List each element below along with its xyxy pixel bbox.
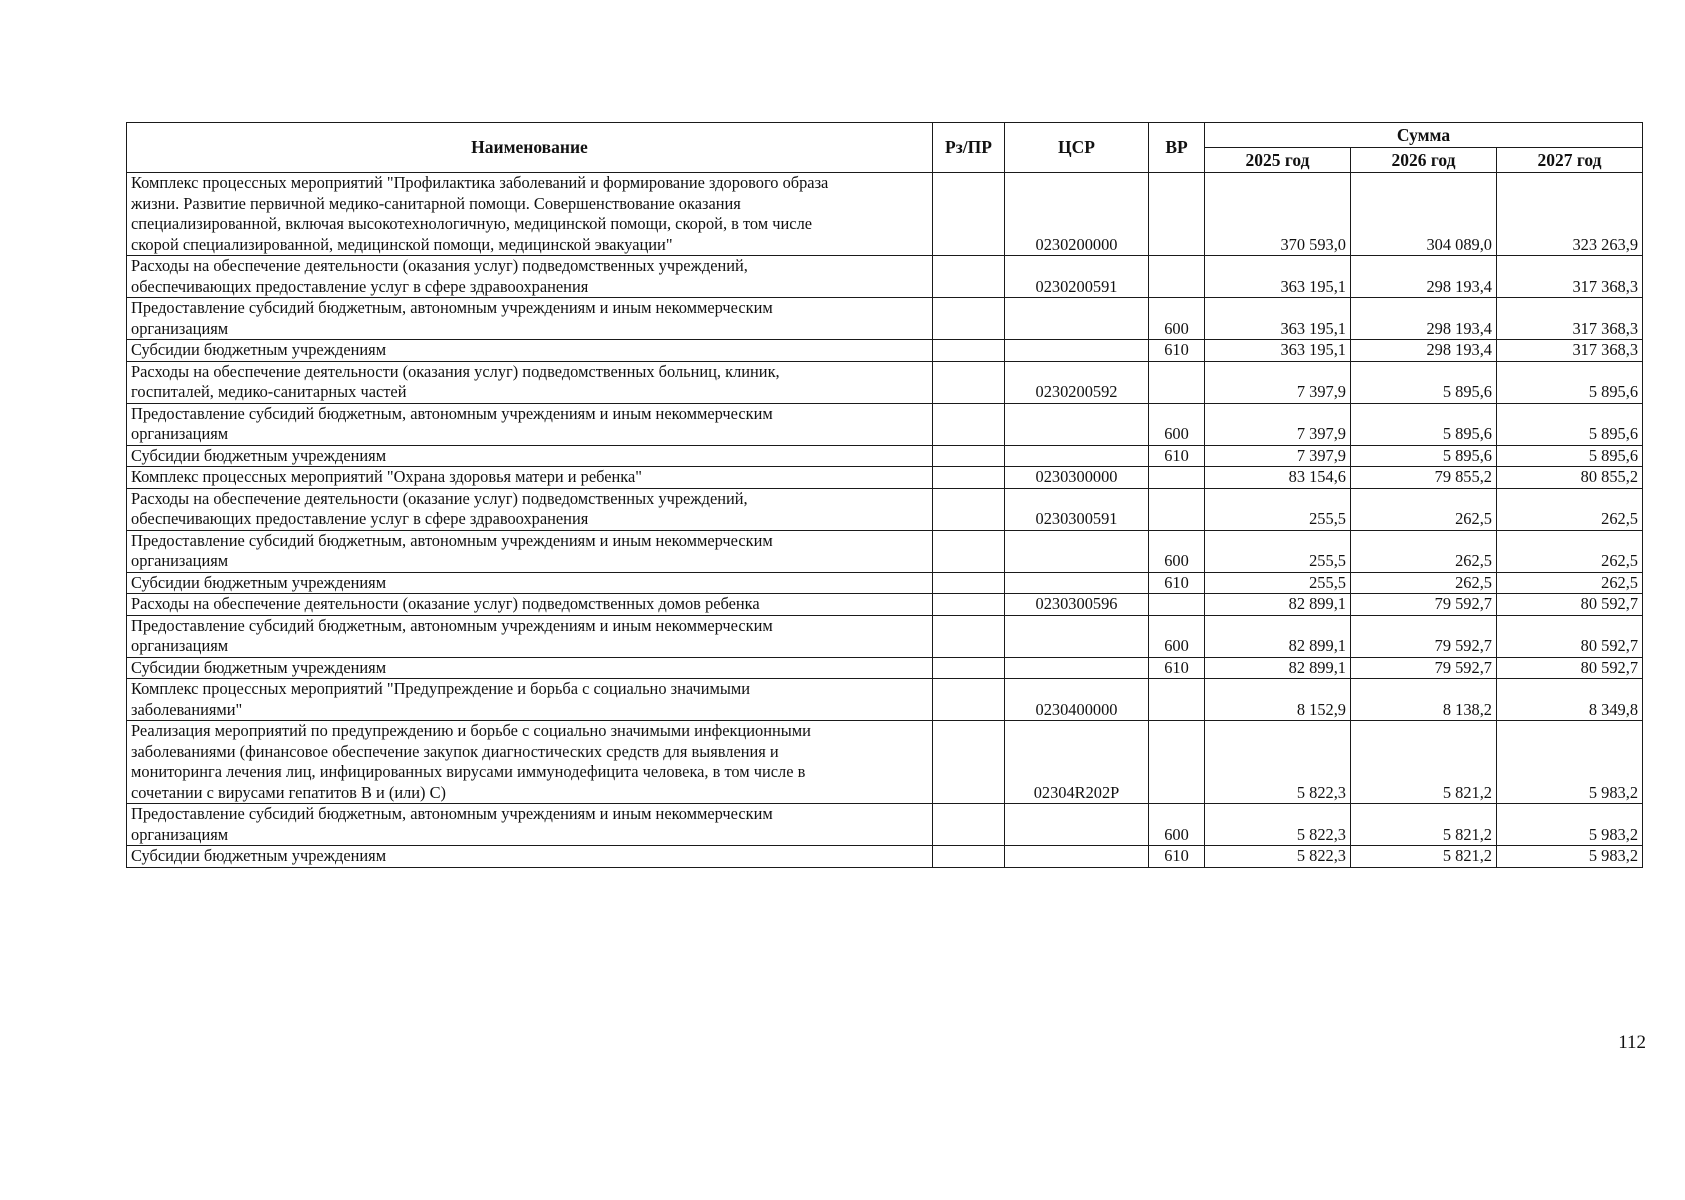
row-name-line: обеспечивающих предоставление услуг в сфере здравоохранения <box>131 509 589 528</box>
row-name-line: госпиталей, медико-санитарных частей <box>131 382 407 401</box>
row-name-line: организациям <box>131 318 229 338</box>
row-sum-2027: 317 368,3 <box>1497 256 1643 298</box>
table-row <box>127 488 1643 530</box>
row-name-line: Расходы на обеспечение деятельности (оказания услуг) подведомственных учреждений, <box>131 256 748 275</box>
row-vr: 600 <box>1149 530 1205 572</box>
row-sum-2026: 5 821,2 <box>1351 804 1497 846</box>
header-year-2025: 2025 год <box>1205 148 1351 173</box>
row-name-line: организациям <box>131 824 229 844</box>
row-name-line: Субсидии бюджетным учреждениям <box>131 445 387 465</box>
row-sum-2027: 5 895,6 <box>1497 361 1643 403</box>
row-csr <box>1005 572 1149 594</box>
header-csr: ЦСР <box>1005 123 1149 173</box>
row-csr: 02304R202P <box>1005 721 1149 804</box>
row-sum-2027: 317 368,3 <box>1497 340 1643 362</box>
row-vr <box>1149 679 1205 721</box>
row-sum-2026: 262,5 <box>1351 488 1497 530</box>
row-sum-2026: 5 895,6 <box>1351 403 1497 445</box>
row-name-line: скорой специализированной, медицинской помощи, медицинской эвакуации" <box>131 234 673 254</box>
row-name <box>127 846 933 868</box>
row-csr <box>1005 804 1149 846</box>
row-rz-pr <box>933 615 1005 657</box>
row-csr: 0230300591 <box>1005 488 1149 530</box>
row-sum-2026: 79 592,7 <box>1351 594 1497 616</box>
row-name <box>127 298 933 340</box>
row-vr <box>1149 173 1205 256</box>
row-sum-2025: 82 899,1 <box>1205 594 1351 616</box>
row-csr: 0230400000 <box>1005 679 1149 721</box>
row-sum-2027: 5 895,6 <box>1497 403 1643 445</box>
row-sum-2027: 8 349,8 <box>1497 679 1643 721</box>
table-row <box>127 804 1643 846</box>
row-vr <box>1149 488 1205 530</box>
row-sum-2025: 5 822,3 <box>1205 804 1351 846</box>
row-sum-2027: 5 895,6 <box>1497 445 1643 467</box>
row-rz-pr <box>933 846 1005 868</box>
row-rz-pr <box>933 445 1005 467</box>
row-name <box>127 594 933 616</box>
row-sum-2025: 7 397,9 <box>1205 445 1351 467</box>
row-name-line: Комплекс процессных мероприятий "Предупреждение и борьба с социально значимыми <box>131 679 751 698</box>
row-rz-pr <box>933 298 1005 340</box>
row-sum-2027: 5 983,2 <box>1497 846 1643 868</box>
row-name <box>127 445 933 467</box>
row-name-line: Реализация мероприятий по предупреждению и борьбе с социально значимыми инфекционными <box>131 721 811 740</box>
row-sum-2025: 363 195,1 <box>1205 298 1351 340</box>
table-row <box>127 846 1643 868</box>
table-row <box>127 361 1643 403</box>
row-name-line: Субсидии бюджетным учреждениям <box>131 340 387 359</box>
row-vr: 610 <box>1149 572 1205 594</box>
row-name-line: сочетании с вирусами гепатитов В и (или) С) <box>131 782 447 802</box>
row-sum-2027: 5 983,2 <box>1497 721 1643 804</box>
row-vr <box>1149 594 1205 616</box>
row-rz-pr <box>933 679 1005 721</box>
table-row <box>127 467 1643 489</box>
row-name <box>127 657 933 679</box>
row-csr: 0230200000 <box>1005 173 1149 256</box>
row-sum-2027: 80 592,7 <box>1497 657 1643 679</box>
row-name-line: Предоставление субсидий бюджетным, автономным учреждениям и иным некоммерческим <box>131 530 773 550</box>
row-csr <box>1005 530 1149 572</box>
row-rz-pr <box>933 594 1005 616</box>
header-name: Наименование <box>127 123 933 173</box>
header-year-2027: 2027 год <box>1497 148 1643 173</box>
row-sum-2027: 262,5 <box>1497 572 1643 594</box>
row-name <box>127 615 933 657</box>
row-sum-2027: 80 592,7 <box>1497 594 1643 616</box>
row-rz-pr <box>933 361 1005 403</box>
row-sum-2027: 317 368,3 <box>1497 298 1643 340</box>
page-number: 112 <box>1618 1032 1646 1053</box>
row-name-line: Субсидии бюджетным учреждениям <box>131 572 387 592</box>
row-csr: 0230300596 <box>1005 594 1149 616</box>
row-sum-2027: 80 592,7 <box>1497 615 1643 657</box>
row-csr: 0230200592 <box>1005 361 1149 403</box>
row-name-line: специализированной, включая высокотехнологичную, медицинской помощи, скорой, в том числе <box>131 214 813 233</box>
budget-table <box>126 122 1643 868</box>
row-sum-2025: 7 397,9 <box>1205 361 1351 403</box>
table-row <box>127 403 1643 445</box>
table-body <box>127 173 1643 868</box>
row-vr <box>1149 256 1205 298</box>
row-name-line: организациям <box>131 636 229 655</box>
row-csr <box>1005 846 1149 868</box>
table-row <box>127 721 1643 804</box>
row-vr: 610 <box>1149 445 1205 467</box>
row-vr <box>1149 467 1205 489</box>
row-csr <box>1005 340 1149 362</box>
row-sum-2025: 82 899,1 <box>1205 615 1351 657</box>
row-sum-2025: 363 195,1 <box>1205 256 1351 298</box>
row-sum-2026: 5 821,2 <box>1351 721 1497 804</box>
row-name-line: Предоставление субсидий бюджетным, автономным учреждениям и иным некоммерческим <box>131 403 773 423</box>
row-sum-2025: 363 195,1 <box>1205 340 1351 362</box>
row-sum-2025: 255,5 <box>1205 530 1351 572</box>
row-sum-2025: 83 154,6 <box>1205 467 1351 489</box>
row-rz-pr <box>933 530 1005 572</box>
row-name <box>127 488 933 530</box>
table-row <box>127 572 1643 594</box>
row-csr: 0230300000 <box>1005 467 1149 489</box>
row-sum-2026: 8 138,2 <box>1351 679 1497 721</box>
row-sum-2026: 304 089,0 <box>1351 173 1497 256</box>
row-rz-pr <box>933 804 1005 846</box>
row-sum-2026: 262,5 <box>1351 572 1497 594</box>
row-sum-2027: 80 855,2 <box>1497 467 1643 489</box>
row-name-line: заболеваниями (финансовое обеспечение закупок диагностических средств для выявления и <box>131 741 779 761</box>
row-sum-2026: 79 855,2 <box>1351 467 1497 489</box>
row-rz-pr <box>933 340 1005 362</box>
row-name <box>127 572 933 594</box>
row-sum-2026: 298 193,4 <box>1351 256 1497 298</box>
row-name-line: Комплекс процессных мероприятий "Профилактика заболеваний и формирование здорового образа <box>131 173 829 192</box>
row-name-line: организациям <box>131 551 229 570</box>
row-csr <box>1005 298 1149 340</box>
row-name <box>127 256 933 298</box>
row-name-line: заболеваниями" <box>131 699 243 719</box>
row-csr: 0230200591 <box>1005 256 1149 298</box>
table-row <box>127 657 1643 679</box>
row-name-line: Предоставление субсидий бюджетным, автономным учреждениям и иным некоммерческим <box>131 804 773 823</box>
table-row <box>127 615 1643 657</box>
row-sum-2026: 262,5 <box>1351 530 1497 572</box>
table-row <box>127 679 1643 721</box>
row-csr <box>1005 657 1149 679</box>
row-vr: 610 <box>1149 340 1205 362</box>
row-name-line: Расходы на обеспечение деятельности (оказания услуг) подведомственных больниц, клиник, <box>131 361 780 381</box>
row-vr <box>1149 361 1205 403</box>
row-sum-2025: 5 822,3 <box>1205 846 1351 868</box>
row-rz-pr <box>933 572 1005 594</box>
table-row <box>127 173 1643 256</box>
row-name <box>127 173 933 256</box>
row-sum-2027: 323 263,9 <box>1497 173 1643 256</box>
table-row <box>127 298 1643 340</box>
table-row <box>127 530 1643 572</box>
row-name <box>127 721 933 804</box>
row-name-line: мониторинга лечения лиц, инфицированных вирусами иммунодефицита человека, в том числе в <box>131 762 806 781</box>
row-name <box>127 804 933 846</box>
row-rz-pr <box>933 721 1005 804</box>
row-name-line: Расходы на обеспечение деятельности (оказание услуг) подведомственных учреждений, <box>131 488 748 508</box>
row-sum-2026: 298 193,4 <box>1351 298 1497 340</box>
row-sum-2026: 5 895,6 <box>1351 445 1497 467</box>
row-rz-pr <box>933 403 1005 445</box>
row-sum-2025: 370 593,0 <box>1205 173 1351 256</box>
row-name <box>127 340 933 362</box>
row-vr: 600 <box>1149 298 1205 340</box>
row-sum-2025: 7 397,9 <box>1205 403 1351 445</box>
row-sum-2027: 262,5 <box>1497 530 1643 572</box>
row-csr <box>1005 445 1149 467</box>
row-csr <box>1005 403 1149 445</box>
row-name <box>127 679 933 721</box>
row-sum-2026: 5 821,2 <box>1351 846 1497 868</box>
row-vr <box>1149 721 1205 804</box>
row-csr <box>1005 615 1149 657</box>
row-rz-pr <box>933 173 1005 256</box>
row-sum-2025: 82 899,1 <box>1205 657 1351 679</box>
row-sum-2026: 79 592,7 <box>1351 615 1497 657</box>
row-name-line: Комплекс процессных мероприятий "Охрана здоровья матери и ребенка" <box>131 467 642 486</box>
row-name <box>127 467 933 489</box>
row-name-line: Предоставление субсидий бюджетным, автономным учреждениям и иным некоммерческим <box>131 298 773 317</box>
row-name-line: обеспечивающих предоставление услуг в сфере здравоохранения <box>131 276 589 296</box>
header-sum: Сумма <box>1205 123 1643 148</box>
row-rz-pr <box>933 256 1005 298</box>
row-vr: 600 <box>1149 804 1205 846</box>
row-sum-2026: 5 895,6 <box>1351 361 1497 403</box>
row-sum-2025: 8 152,9 <box>1205 679 1351 721</box>
row-vr: 600 <box>1149 615 1205 657</box>
row-name-line: Субсидии бюджетным учреждениям <box>131 657 387 677</box>
row-sum-2025: 5 822,3 <box>1205 721 1351 804</box>
row-sum-2025: 255,5 <box>1205 488 1351 530</box>
row-name-line: жизни. Развитие первичной медико-санитарной помощи. Совершенствование оказания <box>131 193 741 213</box>
row-name-line: Субсидии бюджетным учреждениям <box>131 846 387 865</box>
row-sum-2026: 79 592,7 <box>1351 657 1497 679</box>
table-row <box>127 445 1643 467</box>
header-year-2026: 2026 год <box>1351 148 1497 173</box>
row-name <box>127 403 933 445</box>
row-sum-2026: 298 193,4 <box>1351 340 1497 362</box>
row-rz-pr <box>933 657 1005 679</box>
row-sum-2027: 262,5 <box>1497 488 1643 530</box>
row-sum-2027: 5 983,2 <box>1497 804 1643 846</box>
row-vr: 610 <box>1149 846 1205 868</box>
row-name-line: организациям <box>131 424 229 443</box>
row-name <box>127 530 933 572</box>
table-row <box>127 256 1643 298</box>
row-rz-pr <box>933 488 1005 530</box>
header-rz-pr: Рз/ПР <box>933 123 1005 173</box>
row-name-line: Предоставление субсидий бюджетным, автономным учреждениям и иным некоммерческим <box>131 615 773 635</box>
row-sum-2025: 255,5 <box>1205 572 1351 594</box>
row-name-line: Расходы на обеспечение деятельности (оказание услуг) подведомственных домов ребенка <box>131 594 760 613</box>
table-header <box>127 123 1643 173</box>
row-vr: 600 <box>1149 403 1205 445</box>
row-vr: 610 <box>1149 657 1205 679</box>
table-row <box>127 594 1643 616</box>
header-vr: ВР <box>1149 123 1205 173</box>
table-row <box>127 340 1643 362</box>
row-name <box>127 361 933 403</box>
row-rz-pr <box>933 467 1005 489</box>
